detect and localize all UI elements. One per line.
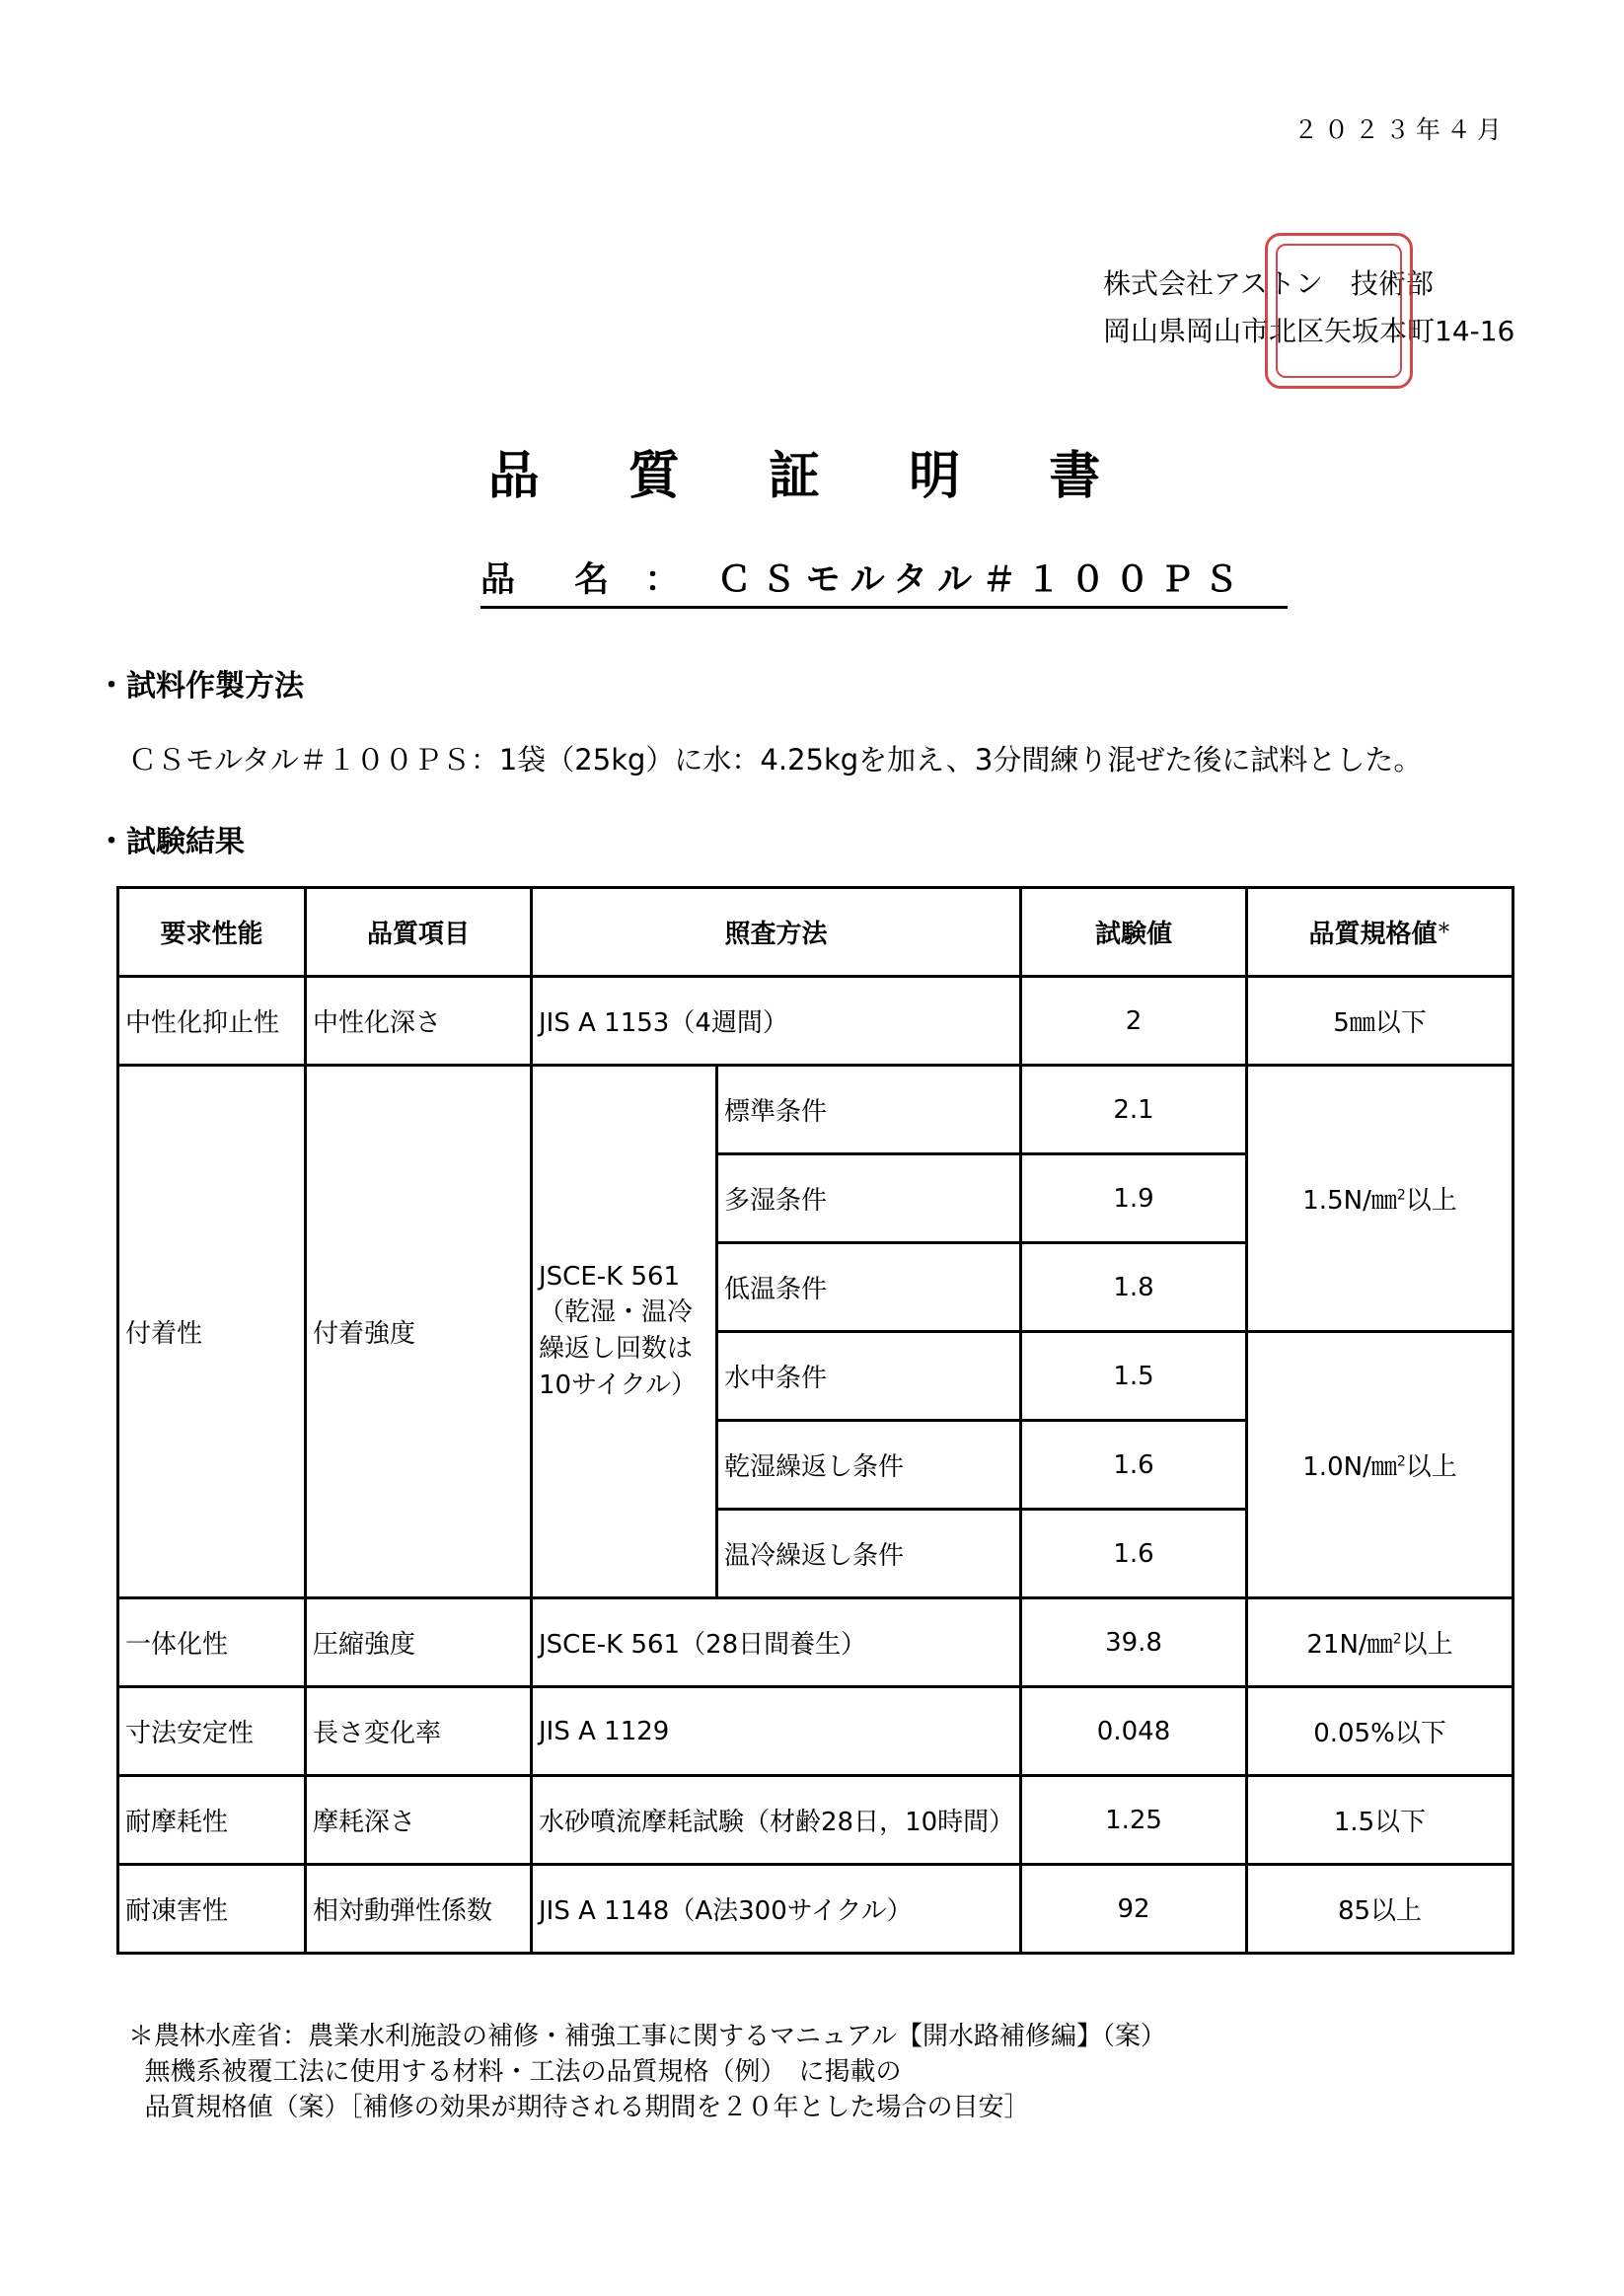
cell-value: 1.25 — [1021, 1776, 1247, 1865]
cell-method: JSCE-K 561（28日間養生） — [532, 1598, 1021, 1687]
cell-method: JIS A 1148（A法300サイクル） — [532, 1865, 1021, 1954]
cell-item: 付着強度 — [306, 1066, 532, 1598]
cell-value: 1.9 — [1021, 1154, 1247, 1243]
cell-item: 圧縮強度 — [306, 1598, 532, 1687]
cell-condition: 標準条件 — [717, 1066, 1021, 1154]
table-row — [118, 1687, 1513, 1776]
cell-method: 水砂噴流摩耗試験（材齢28日，10時間） — [532, 1776, 1021, 1865]
table-row — [118, 1776, 1513, 1865]
cell-value: 2 — [1021, 977, 1247, 1066]
footnote-line: 品質規格値（案）［補修の効果が期待される期間を２０年とした場合の目安］ — [128, 2093, 1030, 2122]
product-separator: ： — [644, 560, 680, 600]
cell-item: 長さ変化率 — [306, 1687, 532, 1776]
document-title: 品 質 証 明 書 — [487, 447, 1137, 506]
cell-performance: 中性化抑止性 — [118, 977, 306, 1066]
cell-value: 1.5 — [1021, 1332, 1247, 1421]
cell-value: 39.8 — [1021, 1598, 1247, 1687]
company-address: 岡山県岡山市北区矢坂本町14-16 — [1103, 315, 1515, 347]
cell-condition: 温冷繰返し条件 — [717, 1510, 1021, 1598]
cell-value: 92 — [1021, 1865, 1247, 1954]
cell-condition: 乾湿繰返し条件 — [717, 1421, 1021, 1510]
cell-item: 相対動弾性係数 — [306, 1865, 532, 1954]
product-name-line — [480, 553, 1288, 609]
cell-performance: 耐凍害性 — [118, 1865, 306, 1954]
spec-footnote-mark: ＊ — [1437, 921, 1451, 937]
cell-spec: 1.5以下 — [1247, 1776, 1513, 1865]
cell-item: 摩耗深さ — [306, 1776, 532, 1865]
product-name: ＣＳモルタル＃１００ＰＳ — [716, 560, 1249, 600]
header-item: 品質項目 — [306, 888, 532, 977]
footnote — [128, 2019, 1166, 2125]
header-method: 照査方法 — [532, 888, 1021, 977]
cell-condition: 水中条件 — [717, 1332, 1021, 1421]
table-row — [118, 977, 1513, 1066]
product-label: 品 名 — [480, 560, 633, 600]
cell-performance: 耐摩耗性 — [118, 1776, 306, 1865]
table-row — [118, 1865, 1513, 1954]
cell-spec: 85以上 — [1247, 1865, 1513, 1954]
cell-performance: 付着性 — [118, 1066, 306, 1598]
results-table — [116, 886, 1514, 1955]
cell-item: 中性化深さ — [306, 977, 532, 1066]
footnote-line: ＊農林水産省：農業水利施設の補修・補強工事に関するマニュアル【開水路補修編】（案） — [128, 2022, 1166, 2051]
cell-spec: 0.05%以下 — [1247, 1687, 1513, 1776]
method-section-title: ・試料作製方法 — [97, 669, 304, 704]
cell-performance: 一体化性 — [118, 1598, 306, 1687]
company-name: 株式会社アストン 技術部 — [1103, 267, 1434, 300]
cell-condition: 多湿条件 — [717, 1154, 1021, 1243]
table-header-row — [118, 888, 1513, 977]
cell-value: 1.6 — [1021, 1510, 1247, 1598]
cell-spec: 21N/㎜$^2$以上 — [1247, 1598, 1513, 1687]
cell-value: 1.6 — [1021, 1421, 1247, 1510]
cell-condition: 低温条件 — [717, 1243, 1021, 1332]
footnote-line: 無機系被覆工法に使用する材料・工法の品質規格（例） に掲載の — [128, 2057, 902, 2087]
cell-performance: 寸法安定性 — [118, 1687, 306, 1776]
cell-spec: 1.0N/㎜$^2$以上 — [1247, 1332, 1513, 1598]
cell-value: 1.8 — [1021, 1243, 1247, 1332]
table-row — [118, 1066, 1513, 1154]
cell-method: JIS A 1129 — [532, 1687, 1021, 1776]
cell-value: 0.048 — [1021, 1687, 1247, 1776]
header-spec: 品質規格値＊ — [1247, 888, 1513, 977]
table-row — [118, 1598, 1513, 1687]
cell-spec: 5㎜以下 — [1247, 977, 1513, 1066]
cell-method: JSCE-K 561（乾湿・温冷繰返し回数は10サイクル） — [532, 1066, 717, 1598]
header-value: 試験値 — [1021, 888, 1247, 977]
cell-method: JIS A 1153（4週間） — [532, 977, 1021, 1066]
issue-date: ２０２３年４月 — [1292, 115, 1508, 144]
cell-value: 2.1 — [1021, 1066, 1247, 1154]
method-description: ＣＳモルタル＃１００ＰＳ：1袋（25kg）に水：4.25kgを加え、3分間練り混ぜた後に試料とした。 — [128, 743, 1423, 777]
results-section-title: ・試験結果 — [97, 825, 245, 859]
cell-spec: 1.5N/㎜$^2$以上 — [1247, 1066, 1513, 1332]
header-performance: 要求性能 — [118, 888, 306, 977]
company-seal-stamp — [1265, 233, 1413, 389]
